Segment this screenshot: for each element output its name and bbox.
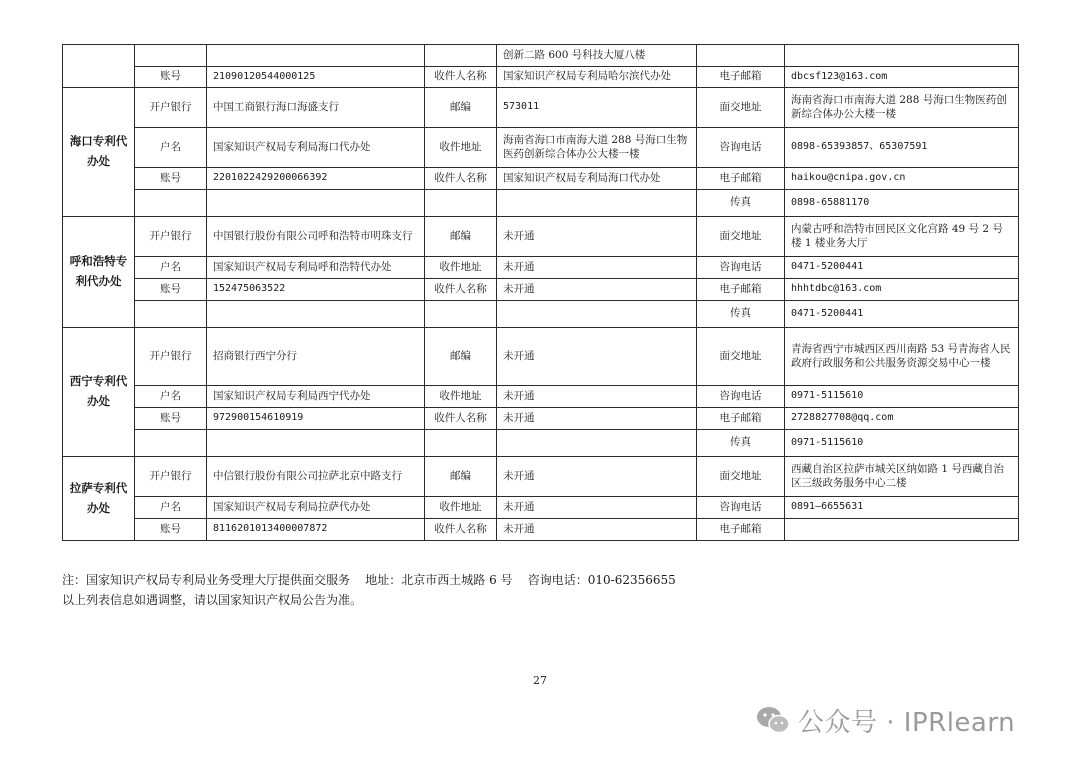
table-row <box>63 430 1019 457</box>
fax-value: 0898-65881170 <box>785 190 1019 217</box>
table-row <box>63 279 1019 301</box>
footnote-line: 注：国家知识产权局专利局业务受理大厅提供面交服务 地址：北京市西土城路 6 号 咨询电话：010-62356655 <box>62 573 676 587</box>
email-value: haikou@cnipa.gov.cn <box>785 168 1019 190</box>
table-row <box>63 408 1019 430</box>
fax-label: 传真 <box>697 301 785 328</box>
phone-label: 咨询电话 <box>697 497 785 519</box>
table-row <box>63 257 1019 279</box>
payee-value: 未开通 <box>497 519 697 541</box>
holder-value: 国家知识产权局专利局呼和浩特代办处 <box>207 257 425 279</box>
payee-label: 收件人名称 <box>425 67 497 88</box>
counter-label: 面交地址 <box>697 328 785 386</box>
mail-label: 收件地址 <box>425 128 497 168</box>
table-row <box>63 497 1019 519</box>
bank-label: 开户银行 <box>135 328 207 386</box>
holder-value: 国家知识产权局专利局拉萨代办处 <box>207 497 425 519</box>
bank-label: 开户银行 <box>135 88 207 128</box>
account-label: 账号 <box>135 279 207 301</box>
phone-value: 0471-5200441 <box>785 257 1019 279</box>
mail-label: 收件地址 <box>425 497 497 519</box>
payee-value: 国家知识产权局专利局哈尔滨代办处 <box>497 67 697 88</box>
account-label: 账号 <box>135 168 207 190</box>
office-name: 海口专利代办处 <box>63 88 135 217</box>
phone-label: 咨询电话 <box>697 257 785 279</box>
table-row <box>63 328 1019 386</box>
bank-label: 开户银行 <box>135 217 207 257</box>
email-label: 电子邮箱 <box>697 279 785 301</box>
counter-label: 面交地址 <box>697 217 785 257</box>
mail-address: 未开通 <box>497 497 697 519</box>
postcode-value: 573011 <box>497 88 697 128</box>
office-name: 呼和浩特专利代办处 <box>63 217 135 328</box>
account-number: 152475063522 <box>207 279 425 301</box>
bank-value: 中国银行股份有限公司呼和浩特市明珠支行 <box>207 217 425 257</box>
fax-label: 传真 <box>697 430 785 457</box>
counter-label: 面交地址 <box>697 457 785 497</box>
holder-value: 国家知识产权局专利局西宁代办处 <box>207 386 425 408</box>
table-row <box>63 519 1019 541</box>
bank-value: 中信银行股份有限公司拉萨北京中路支行 <box>207 457 425 497</box>
holder-label: 户名 <box>135 257 207 279</box>
fax-label: 传真 <box>697 190 785 217</box>
phone-value: 0891—6655631 <box>785 497 1019 519</box>
mail-label: 收件地址 <box>425 257 497 279</box>
payee-label: 收件人名称 <box>425 168 497 190</box>
account-label: 账号 <box>135 67 207 88</box>
email-value: 2728827708@qq.com <box>785 408 1019 430</box>
payee-label: 收件人名称 <box>425 279 497 301</box>
postcode-label: 邮编 <box>425 217 497 257</box>
counter-address: 内蒙古呼和浩特市回民区文化宫路 49 号 2 号楼 1 楼业务大厅 <box>785 217 1019 257</box>
payee-value: 未开通 <box>497 408 697 430</box>
phone-value: 0971-5115610 <box>785 386 1019 408</box>
payee-value: 未开通 <box>497 279 697 301</box>
postcode-value: 未开通 <box>497 457 697 497</box>
holder-label: 户名 <box>135 497 207 519</box>
phone-label: 咨询电话 <box>697 386 785 408</box>
office-name: 拉萨专利代办处 <box>63 457 135 541</box>
counter-label: 面交地址 <box>697 88 785 128</box>
table-row <box>63 217 1019 257</box>
address-continuation: 创新二路 600 号科技大厦八楼 <box>497 45 697 67</box>
table-row <box>63 67 1019 88</box>
payee-label: 收件人名称 <box>425 519 497 541</box>
account-number: 21090120544000125 <box>207 67 425 88</box>
watermark-text: 公众号 · IPRlearn <box>798 707 1016 738</box>
office-name-cell <box>63 45 135 88</box>
email-label: 电子邮箱 <box>697 519 785 541</box>
account-label: 账号 <box>135 408 207 430</box>
wechat-icon <box>756 705 790 735</box>
table-row <box>63 457 1019 497</box>
table-row <box>63 88 1019 128</box>
table-row <box>63 386 1019 408</box>
mail-address: 未开通 <box>497 386 697 408</box>
counter-address: 青海省西宁市城西区西川南路 53 号青海省人民政府行政服务和公共服务资源交易中心一楼 <box>785 328 1019 386</box>
payee-label: 收件人名称 <box>425 408 497 430</box>
email-value <box>785 519 1019 541</box>
holder-label: 户名 <box>135 128 207 168</box>
counter-address: 西藏自治区拉萨市城关区纳如路 1 号西藏自治区三级政务服务中心二楼 <box>785 457 1019 497</box>
account-number: 2201022429200066392 <box>207 168 425 190</box>
account-number: 8116201013400007872 <box>207 519 425 541</box>
bank-value: 中国工商银行海口海盛支行 <box>207 88 425 128</box>
account-number: 972900154610919 <box>207 408 425 430</box>
email-value: dbcsf123@163.com <box>785 67 1019 88</box>
phone-value: 0898-65393857、65307591 <box>785 128 1019 168</box>
postcode-label: 邮编 <box>425 457 497 497</box>
mail-address: 未开通 <box>497 257 697 279</box>
holder-value: 国家知识产权局专利局海口代办处 <box>207 128 425 168</box>
counter-address: 海南省海口市南海大道 288 号海口生物医药创新综合体办公大楼一楼 <box>785 88 1019 128</box>
phone-label: 咨询电话 <box>697 128 785 168</box>
footnote <box>62 570 1022 610</box>
postcode-label: 邮编 <box>425 328 497 386</box>
postcode-label: 邮编 <box>425 88 497 128</box>
table-row <box>63 45 1019 67</box>
table-row <box>63 128 1019 168</box>
watermark <box>756 700 1015 740</box>
mail-label: 收件地址 <box>425 386 497 408</box>
postcode-value: 未开通 <box>497 217 697 257</box>
fax-value: 0971-5115610 <box>785 430 1019 457</box>
table-row <box>63 168 1019 190</box>
email-label: 电子邮箱 <box>697 168 785 190</box>
bank-value: 招商银行西宁分行 <box>207 328 425 386</box>
footnote-line: 以上列表信息如遇调整，请以国家知识产权局公告为准。 <box>62 593 363 607</box>
email-value: hhhtdbc@163.com <box>785 279 1019 301</box>
table-row <box>63 190 1019 217</box>
holder-label: 户名 <box>135 386 207 408</box>
fax-value: 0471-5200441 <box>785 301 1019 328</box>
page-number: 27 <box>533 674 547 687</box>
office-name: 西宁专利代办处 <box>63 328 135 457</box>
email-label: 电子邮箱 <box>697 67 785 88</box>
mail-address: 海南省海口市南海大道 288 号海口生物医药创新综合体办公大楼一楼 <box>497 128 697 168</box>
payee-value: 国家知识产权局专利局海口代办处 <box>497 168 697 190</box>
account-label: 账号 <box>135 519 207 541</box>
table-row <box>63 301 1019 328</box>
email-label: 电子邮箱 <box>697 408 785 430</box>
postcode-value: 未开通 <box>497 328 697 386</box>
agency-office-table <box>62 44 1019 541</box>
bank-label: 开户银行 <box>135 457 207 497</box>
